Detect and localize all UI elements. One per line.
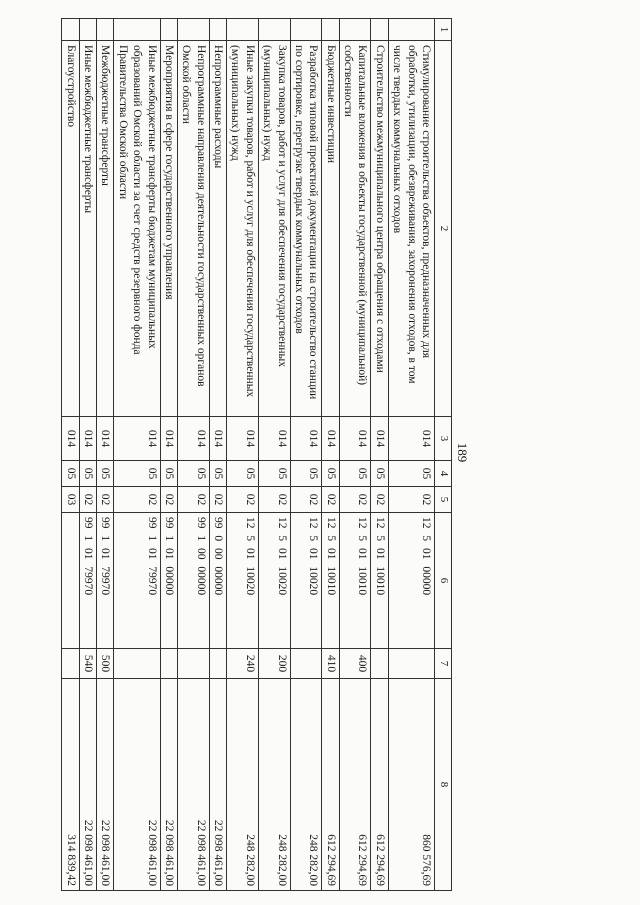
amount-cell: 22 098 461,00	[114, 679, 160, 891]
line-item-name: Иные межбюджетные трансферты	[79, 41, 96, 417]
section-code-cell: 05	[97, 461, 114, 487]
row-number-cell	[79, 19, 96, 41]
amount-cell: 314 839,42	[62, 679, 79, 891]
table-row	[227, 19, 259, 891]
target-article-cell: 12 5 01 10020	[258, 513, 290, 649]
expense-type-cell	[178, 649, 210, 679]
target-article-cell: 99 1 01 79970	[97, 513, 114, 649]
section-code-cell: 05	[209, 461, 226, 487]
table-row	[160, 19, 177, 891]
expense-type-cell	[290, 649, 322, 679]
amount-cell: 22 098 461,00	[79, 679, 96, 891]
admin-code-cell: 014	[322, 417, 339, 461]
section-code-cell: 05	[388, 461, 434, 487]
target-article-cell: 12 5 01 10020	[227, 513, 259, 649]
expense-type-cell	[160, 649, 177, 679]
target-article-cell	[62, 513, 79, 649]
admin-code-cell: 014	[290, 417, 322, 461]
column-header: 4	[435, 461, 452, 487]
amount-cell: 22 098 461,00	[160, 679, 177, 891]
column-header: 3	[435, 417, 452, 461]
section-code-cell: 05	[160, 461, 177, 487]
admin-code-cell: 014	[227, 417, 259, 461]
target-article-cell: 99 1 01 00000	[160, 513, 177, 649]
row-number-cell	[371, 19, 388, 41]
section-code-cell: 05	[114, 461, 160, 487]
amount-cell: 612 294,69	[339, 679, 371, 891]
section-code-cell: 05	[258, 461, 290, 487]
admin-code-cell: 014	[258, 417, 290, 461]
line-item-name: Благоустройство	[62, 41, 79, 417]
admin-code-cell: 014	[339, 417, 371, 461]
subsection-code-cell: 02	[97, 487, 114, 513]
table-row	[258, 19, 290, 891]
header-row	[435, 19, 452, 891]
subsection-code-cell: 02	[322, 487, 339, 513]
line-item-name: Мероприятия в сфере государственного управления	[160, 41, 177, 417]
expense-type-cell: 500	[97, 649, 114, 679]
subsection-code-cell: 02	[388, 487, 434, 513]
target-article-cell: 12 5 01 00000	[388, 513, 434, 649]
subsection-code-cell: 02	[79, 487, 96, 513]
table-row	[290, 19, 322, 891]
section-code-cell: 05	[339, 461, 371, 487]
line-item-name: Непрограммные расходы	[209, 41, 226, 417]
page-number: 189	[455, 442, 470, 463]
subsection-code-cell: 02	[339, 487, 371, 513]
column-header: 5	[435, 487, 452, 513]
admin-code-cell: 014	[209, 417, 226, 461]
row-number-cell	[339, 19, 371, 41]
admin-code-cell: 014	[371, 417, 388, 461]
amount-cell: 612 294,69	[322, 679, 339, 891]
line-item-name: Иные межбюджетные трансферты бюджетам муниципальных образований Омской области за счет средств резервного фонда Правительства Омской области	[114, 41, 160, 417]
table-row	[209, 19, 226, 891]
line-item-name: Строительство межмуниципального центра обращения с отходами	[371, 41, 388, 417]
subsection-code-cell: 02	[114, 487, 160, 513]
admin-code-cell: 014	[79, 417, 96, 461]
table-row	[62, 19, 79, 891]
section-code-cell: 05	[371, 461, 388, 487]
section-code-cell: 05	[290, 461, 322, 487]
target-article-cell: 99 0 00 00000	[209, 513, 226, 649]
expense-type-cell: 400	[339, 649, 371, 679]
subsection-code-cell: 02	[209, 487, 226, 513]
row-number-cell	[290, 19, 322, 41]
line-item-name: Непрограммные направления деятельности государственных органов Омской области	[178, 41, 210, 417]
line-item-name: Стимулирование строительства объектов, предназначенных для обработки, утилизации, обезвреживания, захоронения отходов, в том числе твердых коммунальных отходов	[388, 41, 434, 417]
admin-code-cell: 014	[114, 417, 160, 461]
section-code-cell: 05	[62, 461, 79, 487]
row-number-cell	[209, 19, 226, 41]
row-number-cell	[114, 19, 160, 41]
target-article-cell: 12 5 01 10020	[290, 513, 322, 649]
column-header: 6	[435, 513, 452, 649]
column-header: 1	[435, 19, 452, 41]
target-article-cell: 99 1 00 00000	[178, 513, 210, 649]
expense-type-cell: 540	[79, 649, 96, 679]
admin-code-cell: 014	[388, 417, 434, 461]
expense-type-cell: 240	[227, 649, 259, 679]
section-code-cell: 05	[322, 461, 339, 487]
expense-type-cell	[388, 649, 434, 679]
amount-cell: 248 282,00	[227, 679, 259, 891]
target-article-cell: 12 5 01 10010	[339, 513, 371, 649]
target-article-cell: 12 5 01 10010	[371, 513, 388, 649]
expense-type-cell	[114, 649, 160, 679]
admin-code-cell: 014	[178, 417, 210, 461]
row-number-cell	[62, 19, 79, 41]
admin-code-cell: 014	[160, 417, 177, 461]
expense-type-cell: 410	[322, 649, 339, 679]
amount-cell: 860 576,69	[388, 679, 434, 891]
target-article-cell: 99 1 01 79970	[79, 513, 96, 649]
subsection-code-cell: 02	[160, 487, 177, 513]
admin-code-cell: 014	[97, 417, 114, 461]
amount-cell: 612 294,69	[371, 679, 388, 891]
column-header: 8	[435, 679, 452, 891]
section-code-cell: 05	[79, 461, 96, 487]
admin-code-cell: 014	[62, 417, 79, 461]
line-item-name: Закупка товаров, работ и услуг для обеспечения государственных (муниципальных) нужд	[258, 41, 290, 417]
target-article-cell: 12 5 01 10010	[322, 513, 339, 649]
target-article-cell: 99 1 01 79970	[114, 513, 160, 649]
line-item-name: Капитальные вложения в объекты государственной (муниципальной) собственности	[339, 41, 371, 417]
table-body	[62, 19, 435, 891]
row-number-cell	[160, 19, 177, 41]
section-code-cell: 05	[178, 461, 210, 487]
amount-cell: 22 098 461,00	[178, 679, 210, 891]
budget-table	[61, 18, 452, 891]
expense-type-cell: 200	[258, 649, 290, 679]
line-item-name: Иные закупки товаров, работ и услуг для обеспечения государственных (муниципальных) нужд	[227, 41, 259, 417]
table-row	[388, 19, 434, 891]
subsection-code-cell: 02	[371, 487, 388, 513]
amount-cell: 248 282,00	[258, 679, 290, 891]
column-header: 2	[435, 41, 452, 417]
expense-type-cell	[209, 649, 226, 679]
subsection-code-cell: 02	[258, 487, 290, 513]
table-row	[79, 19, 96, 891]
column-header: 7	[435, 649, 452, 679]
row-number-cell	[388, 19, 434, 41]
table-row	[371, 19, 388, 891]
row-number-cell	[227, 19, 259, 41]
table-row	[114, 19, 160, 891]
line-item-name: Межбюджетные трансферты	[97, 41, 114, 417]
subsection-code-cell: 03	[62, 487, 79, 513]
subsection-code-cell: 02	[178, 487, 210, 513]
row-number-cell	[322, 19, 339, 41]
section-code-cell: 05	[227, 461, 259, 487]
subsection-code-cell: 02	[227, 487, 259, 513]
subsection-code-cell: 02	[290, 487, 322, 513]
table-row	[97, 19, 114, 891]
amount-cell: 248 282,00	[290, 679, 322, 891]
table-row	[339, 19, 371, 891]
row-number-cell	[258, 19, 290, 41]
row-number-cell	[97, 19, 114, 41]
line-item-name: Бюджетные инвестиции	[322, 41, 339, 417]
row-number-cell	[178, 19, 210, 41]
line-item-name: Разработка типовой проектной документации на строительство станции по сортировке, перегрузке твердых коммунальных отходов	[290, 41, 322, 417]
table-row	[178, 19, 210, 891]
expense-type-cell	[371, 649, 388, 679]
expense-type-cell	[62, 649, 79, 679]
amount-cell: 22 098 461,00	[209, 679, 226, 891]
amount-cell: 22 098 461,00	[97, 679, 114, 891]
table-row	[322, 19, 339, 891]
